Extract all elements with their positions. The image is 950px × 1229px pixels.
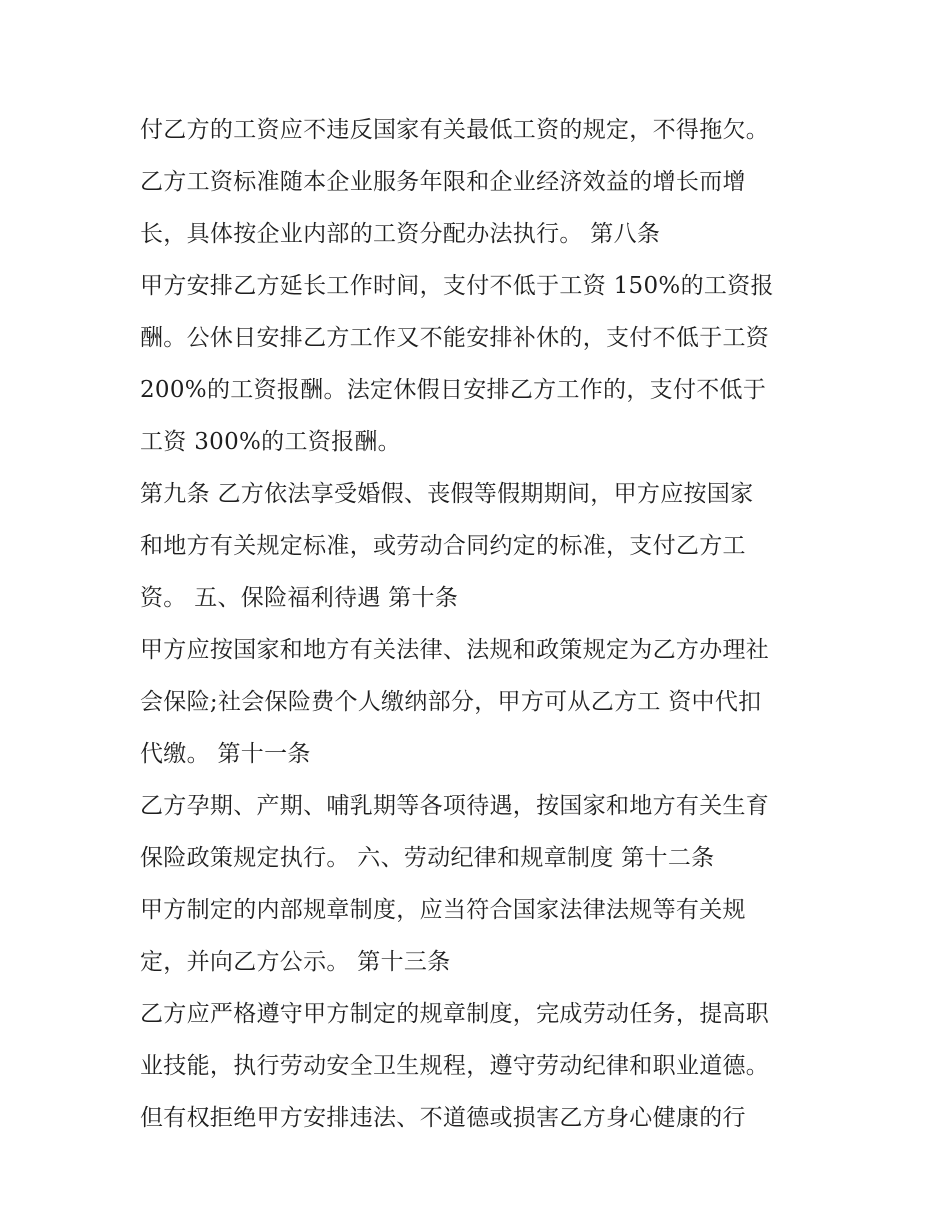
text-line: 会保险;社会保险费个人缴纳部分，甲方可从乙方工 资中代扣 [140, 689, 762, 715]
text-line: 乙方孕期、产期、哺乳期等各项待遇，按国家和地方有关生育 [140, 793, 770, 819]
text-line: 长，具体按企业内部的工资分配办法执行。 第八条 [140, 221, 661, 247]
text-line: 酬。公休日安排乙方工作又不能安排补休的，支付不低于工资 [140, 325, 770, 351]
text-line: 定，并向乙方公示。 第十三条 [140, 949, 451, 975]
text-line: 业技能，执行劳动安全卫生规程，遵守劳动纪律和职业道德。 [140, 1053, 770, 1079]
text-line: 付乙方的工资应不违反国家有关最低工资的规定，不得拖欠。 [140, 117, 770, 143]
text-line: 甲方制定的内部规章制度，应当符合国家法律法规等有关规 [140, 897, 746, 923]
text-line: 甲方安排乙方延长工作时间，支付不低于工资 150%的工资报 [140, 273, 774, 299]
text-line: 资。 五、保险福利待遇 第十条 [140, 585, 459, 611]
text-line: 甲方应按国家和地方有关法律、法规和政策规定为乙方办理社 [140, 637, 770, 663]
text-line: 和地方有关规定标准，或劳动合同约定的标准，支付乙方工 [140, 533, 746, 559]
text-line: 代缴。 第十一条 [140, 741, 311, 767]
text-line: 保险政策规定执行。 六、劳动纪律和规章制度 第十二条 [140, 845, 715, 871]
text-line: 乙方应严格遵守甲方制定的规章制度，完成劳动任务，提高职 [140, 1001, 770, 1027]
text-line: 乙方工资标准随本企业服务年限和企业经济效益的增长而增 [140, 169, 746, 195]
text-line: 工资 300%的工资报酬。 [140, 429, 401, 455]
contract-text-body [140, 104, 840, 1144]
text-line: 但有权拒绝甲方安排违法、不道德或损害乙方身心健康的行 [140, 1105, 746, 1131]
text-line: 第九条 乙方依法享受婚假、丧假等假期期间，甲方应按国家 [140, 481, 754, 507]
text-line: 200%的工资报酬。法定休假日安排乙方工作的，支付不低于 [140, 377, 767, 403]
